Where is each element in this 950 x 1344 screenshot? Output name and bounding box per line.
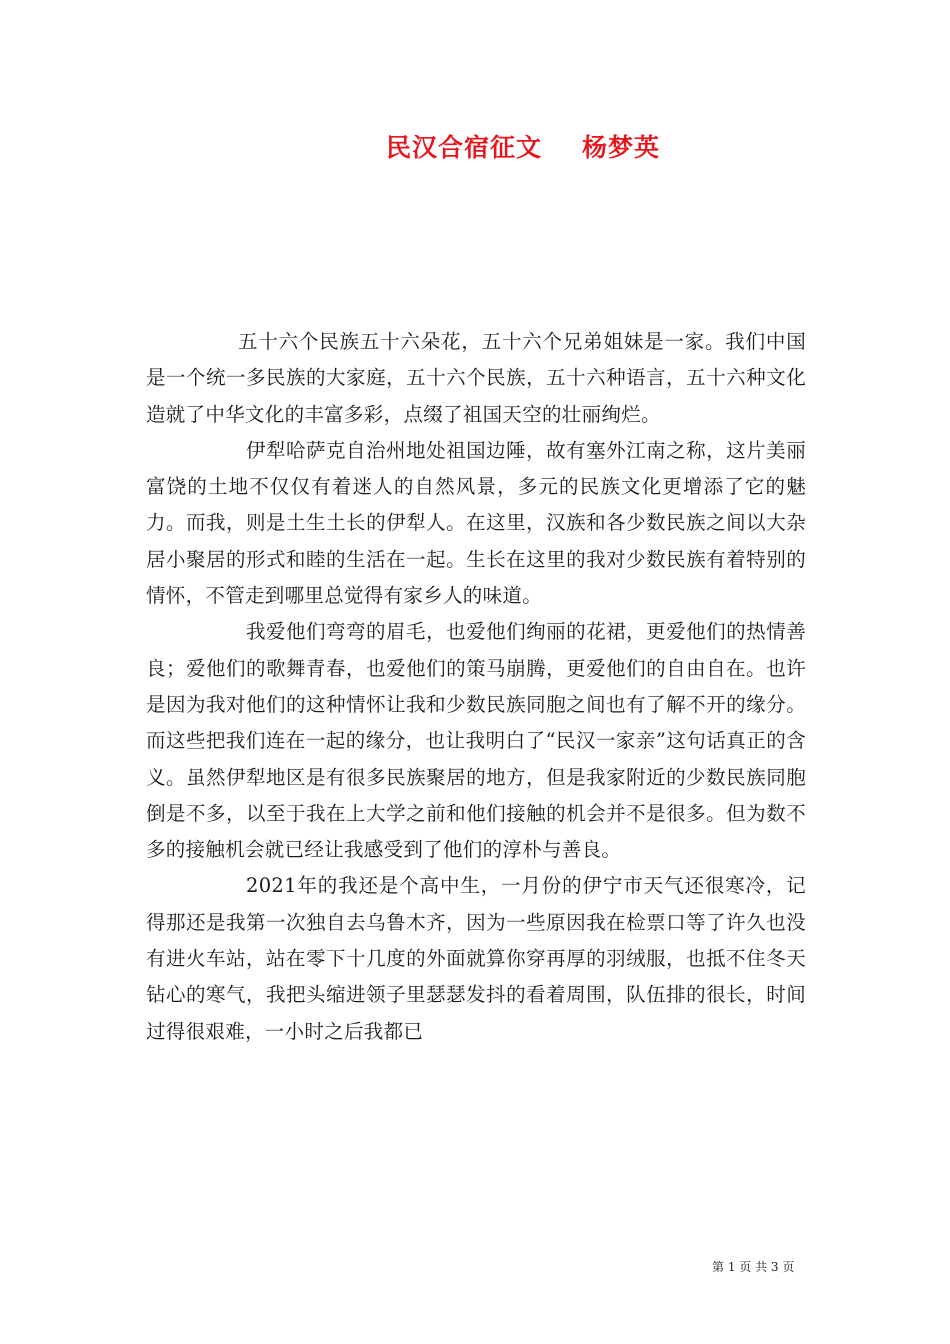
paragraph-2: 伊犁哈萨克自治州地处祖国边陲，故有塞外江南之称，这片美丽富饶的土地不仅仅有着迷人的自然风景，多元的民族文化更增添了它的魅力。而我，则是土生土长的伊犁人。在这里，汉族和各少数民族之间以大杂居小聚居的形式和睦的生活在一起。生长在这里的我对少数民族有着特别的情怀，不管走到哪里总觉得有家乡人的味道。	[146, 438, 806, 608]
page-number: 第 1 页 共 3 页	[712, 1260, 795, 1274]
paragraph-3: 我爱他们弯弯的眉毛，也爱他们绚丽的花裙，更爱他们的热情善良；爱他们的歌舞青春，也爱他们的策马崩腾，更爱他们的自由自在。也许是因为我对他们的这种情怀让我和少数民族同胞之间也有了解不开的缘分。而这些把我们连在一起的缘分，也让我明白了“民汉一家亲”这句话真正的含义。虽然伊犁地区是有很多民族聚居的地方，但是我家附近的少数民族同胞倒是不多，以至于我在上大学之前和他们接触的机会并不是很多。但为数不多的接触机会就已经让我感受到了他们的淳朴与善良。	[146, 620, 806, 862]
essay-author: 杨梦英	[582, 133, 661, 162]
essay-title: 民汉合宿征文	[385, 133, 542, 162]
paragraph-4: 2021年的我还是个高中生，一月份的伊宁市天气还很寒冷，记得那还是我第一次独自去乌鲁木齐，因为一些原因我在检票口等了许久也没有进火车站，站在零下十几度的外面就算你穿再厚的羽绒服，也抵不住冬天钻心的寒气，我把头缩进领子里瑟瑟发抖的看着周围，队伍排的很长，时间过得很艰难，一小时之后我都已	[146, 874, 806, 1043]
document-body	[146, 324, 806, 1050]
document-title	[0, 128, 950, 164]
paragraph-1: 五十六个民族五十六朵花，五十六个兄弟姐妹是一家。我们中国是一个统一多民族的大家庭，五十六个民族，五十六种语言，五十六种文化造就了中华文化的丰富多彩，点缀了祖国天空的壮丽绚烂。	[146, 330, 806, 426]
